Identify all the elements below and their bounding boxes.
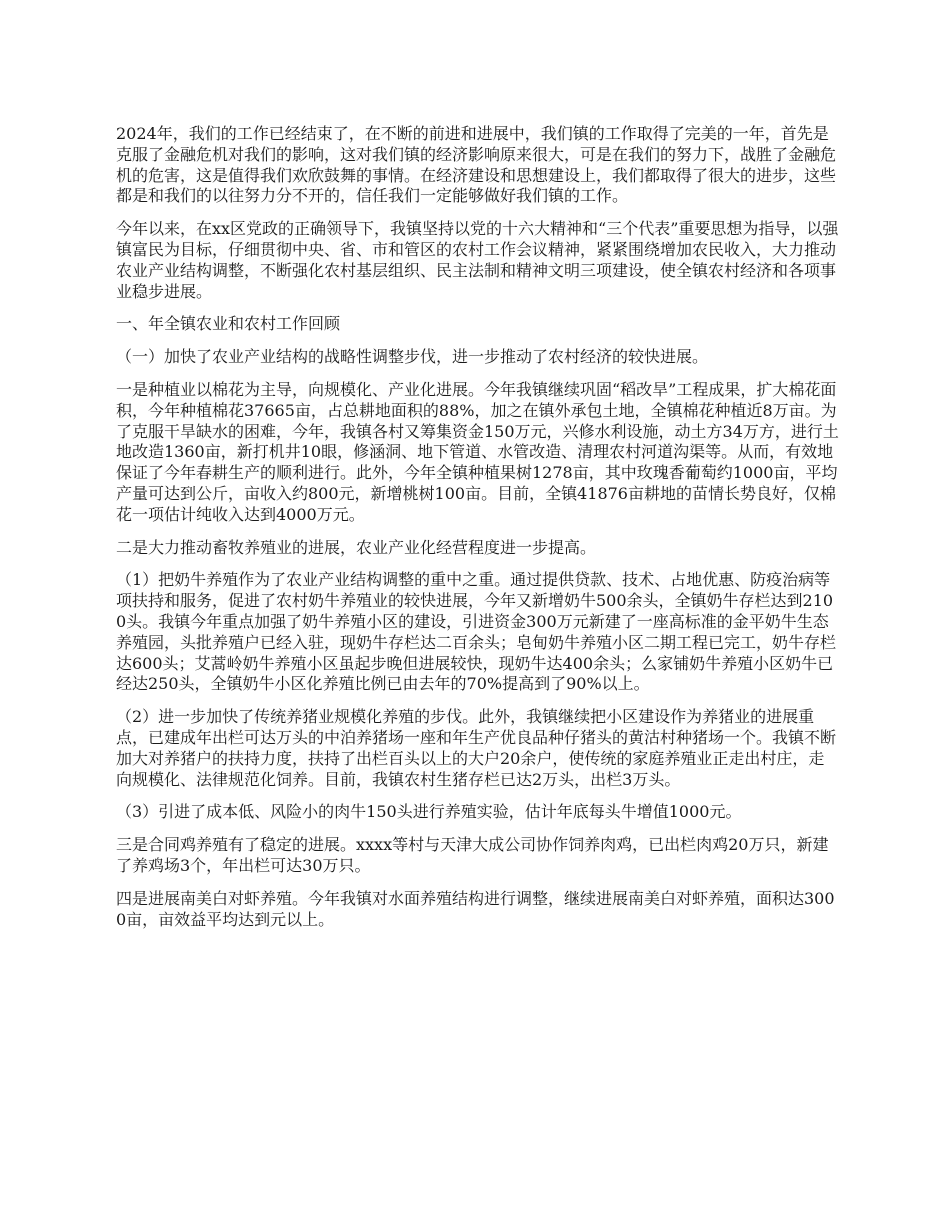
document-page [116, 124, 840, 942]
paragraph-beef-cattle: （3）引进了成本低、风险小的肉牛150头进行养殖实验，估计年底每头牛增值1000元。 [116, 802, 742, 822]
paragraph-overview: 今年以来，在xx区党政的正确领导下，我镇坚持以党的十六大精神和“三个代表”重要思想为指导，以强镇富民为目标，仔细贯彻中央、省、市和管区的农村工作会议精神，紧紧围绕增加农民收入，大力推动农业产业结构调整，不断强化农村基层组织、民主法制和精神文明三项建设，使全镇农村经济和各项事业稳步进展。 [116, 219, 839, 301]
paragraph-chicken: 三是合同鸡养殖有了稳定的进展。xxxx等村与天津大成公司协作饲养肉鸡，已出栏肉鸡20万只，新建了养鸡场3个，年出栏可达30万只。 [116, 835, 829, 875]
paragraph-planting: 一是种植业以棉花为主导，向规模化、产业化进展。今年我镇继续巩固“稻改旱”工程成果，扩大棉花面积，今年种植棉花37665亩，占总耕地面积的88%，加之在镇外承包土地，全镇棉花种植近8万亩。为了克服干旱缺水的困难，今年，我镇各村又筹集资金150万元，兴修水利设施，动土方34万方，进行土地改造1360亩，新打机井10眼，修涵洞、地下管道、水管改造、清理农村河道沟渠等。从而，有效地保证了今年春耕生产的顺利进行。此外，今年全镇种植果树1278亩，其中玫瑰香葡萄约1000亩，平均产量可达到公斤，亩收入约800元，新增桃树100亩。目前，全镇41876亩耕地的苗情长势良好，仅棉花一项估计纯收入达到4000万元。 [116, 379, 839, 524]
paragraph-livestock: 二是大力推动畜牧养殖业的进展，农业产业化经营程度进一步提高。 [116, 537, 597, 557]
paragraph-pig-farming: （2）进一步加快了传统养猪业规模化养殖的步伐。此外，我镇继续把小区建设作为养猪业的进展重点，已建成年出栏可达万头的中泊养猪场一座和年生产优良品种仔猪头的黄沽村种猪场一个。我镇不断加大对养猪户的扶持力度，扶持了出栏百头以上的大户20余户，使传统的家庭养殖业正走出村庄，走向规模化、法律规范化饲养。目前，我镇农村生猪存栏已达2万头，出栏3万头。 [116, 707, 837, 789]
paragraph-intro: 2024年，我们的工作已经结束了，在不断的前进和进展中，我们镇的工作取得了完美的一年，首先是克服了金融危机对我们的影响，这对我们镇的经济影响原来很大，可是在我们的努力下，战胜了金融危机的危害，这是值得我们欢欣鼓舞的事情。在经济建设和思想建设上，我们都取得了很大的进步，这些都是和我们的以往努力分不开的，信任我们一定能够做好我们镇的工作。 [116, 124, 837, 206]
subsection-heading: （一）加快了农业产业结构的战略性调整步伐，进一步推动了农村经济的较快进展。 [116, 347, 709, 367]
section-heading: 一、年全镇农业和农村工作回顾 [116, 314, 341, 334]
paragraph-shrimp: 四是进展南美白对虾养殖。今年我镇对水面养殖结构进行调整，继续进展南美白对虾养殖，面积达3000亩，亩效益平均达到元以上。 [116, 888, 835, 929]
paragraph-dairy: （1）把奶牛养殖作为了农业产业结构调整的重中之重。通过提供贷款、技术、占地优惠、防疫治病等项扶持和服务，促进了农村奶牛养殖业的较快进展，今年又新增奶牛500余头，全镇奶牛存栏达到2100头。我镇今年重点加强了奶牛养殖小区的建设，引进资金300万元新建了一座高标准的金平奶牛生态养殖园，头批养殖户已经入驻，现奶牛存栏达二百余头；皂甸奶牛养殖小区二期工程已完工，奶牛存栏达600头；艾蒿岭奶牛养殖小区虽起步晚但进展较快，现奶牛达400余头；么家铺奶牛养殖小区奶牛已经达250头，全镇奶牛小区化养殖比例已由去年的70%提高到了90%以上。 [116, 570, 837, 694]
